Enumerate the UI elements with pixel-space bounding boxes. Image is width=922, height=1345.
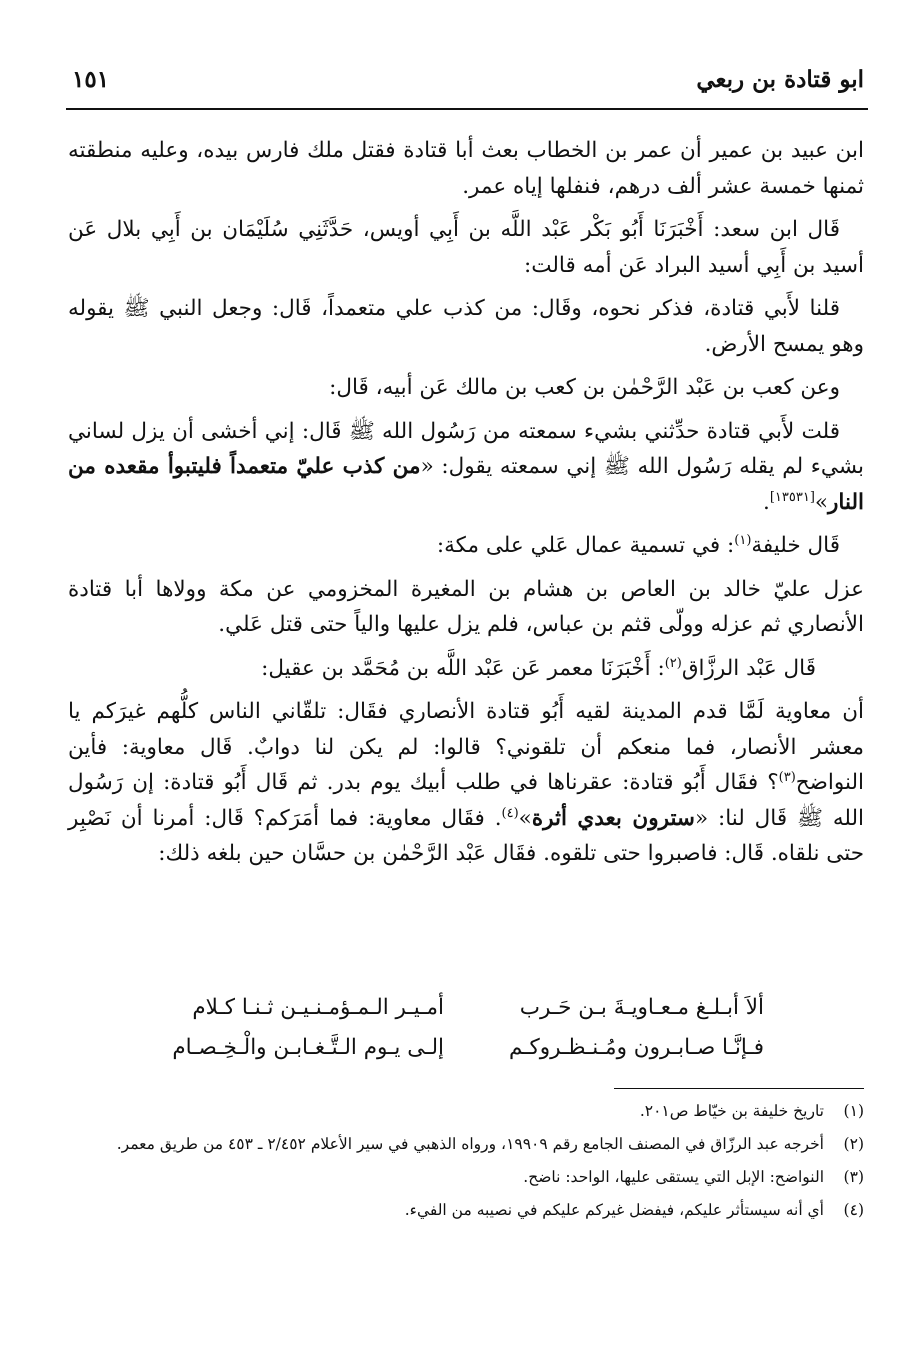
- paragraph-1: ابن عبيد بن عمير أن عمر بن الخطاب بعث أبا قتادة فقتل ملك فارس بيده، وعليه منطقته ثمنها خمسة عشر ألف درهم، فنفلها إياه عمر.: [68, 138, 864, 199]
- paragraph-5: [68, 414, 864, 521]
- paragraph-3: قلنا لأَبي قتادة، فذكر نحوه، وقَال: من كذب علي متعمداً، قَال: وجعل النبي ﷺ يقوله وهو يمسح الأرض.: [68, 296, 864, 357]
- footnote-text: تاريخ خليفة بن خيّاط ص٢٠١.: [639, 1102, 824, 1120]
- footnote-ref-3: (٣): [778, 769, 796, 785]
- hadith-quote-2: سترون بعدي أثرة: [531, 805, 695, 831]
- verse-2-first-hemistich: فـإنَّـا صـابـرون ومُـنـظـروكـم: [508, 1035, 764, 1060]
- verse-2-second-hemistich: إلـى يـوم الـتَّـغـابـن والْـخِـصـام: [172, 1035, 444, 1060]
- running-header-title: ابو قتادة بن ربعي: [696, 66, 864, 93]
- paragraph-7: عزل عليّ خالد بن العاص بن هشام بن المغيرة المخزومي عن مكة وولاها أبا قتادة الأنصاري ثم عزله وولّى قثم بن عباس، فلم يزل عليها والياً حتى قتل عَلي.: [68, 576, 864, 637]
- hadith-reference: [١٣٥٣١]: [769, 489, 815, 505]
- footnote-text: أخرجه عبد الرزّاق في المصنف الجامع رقم ١٩٩٠٩، ورواه الذهبي في سير الأعلام ٢/٤٥٢ ـ ٤٥٣ من طريق معمر.: [116, 1135, 824, 1153]
- footnote-2: [62, 1131, 864, 1158]
- p8-text: قَال عَبْد الرزَّاق: [681, 655, 816, 681]
- hadith-quote-1: من كذب عليّ متعمداً فليتبوأ مقعده من النار: [68, 454, 864, 515]
- paragraph-2: قَال ابن سعد: أَخْبَرَنَا أَبُو بَكْر عَبْد اللَّه بن أَبِي أويس، حَدَّثَنِي سُلَيْمَان بن أَبِي بلال عَن أسيد بن أَبِي أسيد البراد عَن أمه قالت:: [68, 217, 864, 278]
- paragraph-4: وعن كعب بن عَبْد الرَّحْمٰن بن كعب بن مالك عَن أبيه، قَال:: [329, 375, 840, 400]
- p5-end: .: [762, 489, 770, 515]
- footnote-rule: [614, 1088, 864, 1089]
- p9-text-3: . فقَال معاوية: فما أمَرَكم؟ قَال: أمرنا أن نَصْبِر حتى نلقاه. قَال: فاصبروا حتى تلقوه. فقَال عَبْد الرَّحْمٰن بن حسَّان حين بلغه ذلك:: [68, 805, 864, 866]
- footnote-ref-2: (٢): [664, 655, 682, 671]
- page-number: ١٥١: [72, 66, 110, 93]
- footnote-number: (٤): [843, 1201, 864, 1219]
- footnote-number: (٢): [843, 1135, 864, 1153]
- p6-text: قَال خليفة: [751, 533, 840, 558]
- paragraph-9: [68, 694, 864, 872]
- footnotes: [62, 1098, 864, 1230]
- verse-1-first-hemistich: ألاَ أبـلـغ مـعـاويـةَ بـن حَـرب: [519, 995, 764, 1020]
- footnote-ref-1: (١): [734, 532, 752, 548]
- paragraph-8: [68, 651, 864, 687]
- footnote-3: [62, 1164, 864, 1191]
- main-text: [68, 133, 864, 880]
- header-rule: [66, 108, 868, 110]
- p9-text-2: ؟ فقَال أَبُو قتادة: عقرناها في طلب أبيك يوم بدر. ثم قَال أَبُو قتادة: إن رَسُول الله ﷺ قَال لنا: «: [68, 770, 864, 831]
- p6-text-2: : في تسمية عمال عَلي على مكة:: [436, 533, 735, 558]
- p5-text: قلت لأَبي قتادة حدِّثني بشيء سمعته من رَسُول الله ﷺ قَال: إني أخشى أن يزل لساني بشيء لم يقله رَسُول الله ﷺ إني سمعته يقول: «: [68, 418, 864, 479]
- footnote-4: [62, 1197, 864, 1224]
- p5-close: »: [814, 489, 829, 515]
- verse-1-second-hemistich: أمـيـر الـمـؤمـنـيـن ثـنـا كـلام: [192, 995, 444, 1020]
- p9-text: أن معاوية لَمَّا قدم المدينة لقيه أَبُو قتادة الأنصاري فقَال: تلقّاني الناس كلُّهم غيرَكم يا معشر الأنصار، فما منعكم أن تلقوني؟ قالوا: لم يكن لنا دوابٌ. قَال معاوية: فأين النواضح: [68, 699, 864, 795]
- footnote-number: (٣): [843, 1168, 864, 1186]
- footnote-text: أي أنه سيستأثر عليكم، فيفضل غيركم عليكم في نصيبه من الفيء.: [404, 1201, 824, 1219]
- footnote-text: النواضح: الإبل التي يستقى عليها، الواحد: ناضح.: [523, 1168, 824, 1186]
- footnote-ref-4: (٤): [501, 805, 519, 821]
- paragraph-6: [68, 528, 864, 564]
- footnote-1: [62, 1098, 864, 1125]
- footnote-number: (١): [843, 1102, 864, 1120]
- p9-close: »: [518, 805, 532, 831]
- p8-text-2: : أَخْبَرَنَا معمر عَن عَبْد اللَّه بن مُحَمَّد بن عقيل:: [261, 655, 665, 681]
